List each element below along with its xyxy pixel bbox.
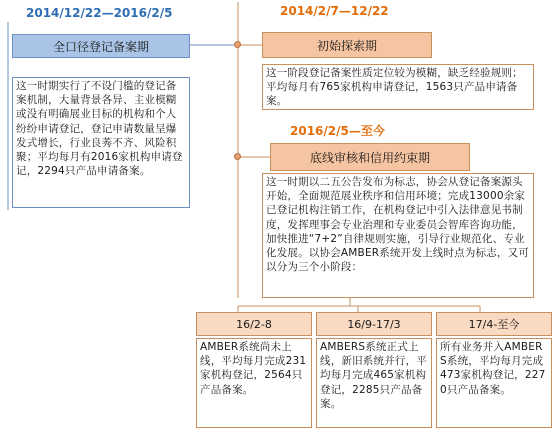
timeline-dot-2 bbox=[234, 153, 241, 160]
stage2-date: 16/9-17/3 bbox=[316, 312, 432, 336]
period2-description: 这一阶段登记备案性质定位较为模糊，缺乏经验规则；平均每月有765家机构申请登记，1563只产品申请备案。 bbox=[262, 64, 534, 110]
period3-description: 这一时期以二五公告发布为标志，协会从登记备案源头开始，全面规范展业秩序和信用环境；完成13000余家已登记机构注销工作，在机构登记中引入法律意见书制度，发挥理事会专业治理和专业委员会智库咨询功能，加快推进“7+2”自律规则实施，引导行业规范化、专业化发展。以协会AMBER系统开发上线时点为标志，又可以分为三个小阶段： bbox=[262, 173, 534, 298]
period1-date: 2014/12/22—2016/2/5 bbox=[26, 6, 173, 20]
stage3-description: 所有业务并入AMBERS系统，平均每月完成473家机构登记，2270只产品备案。 bbox=[436, 338, 552, 428]
stage1-date: 16/2-8 bbox=[196, 312, 312, 336]
period2-date: 2014/2/7—12/22 bbox=[280, 4, 389, 18]
stage1-description: AMBER系统尚未上线，平均每月完成231家机构登记，2564只产品备案。 bbox=[196, 338, 312, 428]
period3-date: 2016/2/5—至今 bbox=[290, 124, 385, 138]
stage3-date: 17/4-至今 bbox=[436, 312, 552, 336]
period2-title: 初始探索期 bbox=[262, 32, 432, 58]
period3-title: 底线审核和信用约束期 bbox=[270, 143, 470, 171]
stage2-description: AMBERS系统正式上线，新旧系统并行，平均每月完成465家机构登记，2285只产品备案。 bbox=[316, 338, 432, 428]
period1-title: 全口径登记备案期 bbox=[12, 34, 190, 58]
timeline-dot-1 bbox=[234, 41, 241, 48]
period1-description: 这一时期实行了不设门槛的登记备案机制，大量背景各异、主业模糊或没有明确展业目标的机构和个人纷纷申请登记，登记申请数量呈爆发式增长，行业良莠不齐、风险积聚；平均每月有2016家机构申请登记，2294只产品申请备案。 bbox=[12, 77, 190, 208]
